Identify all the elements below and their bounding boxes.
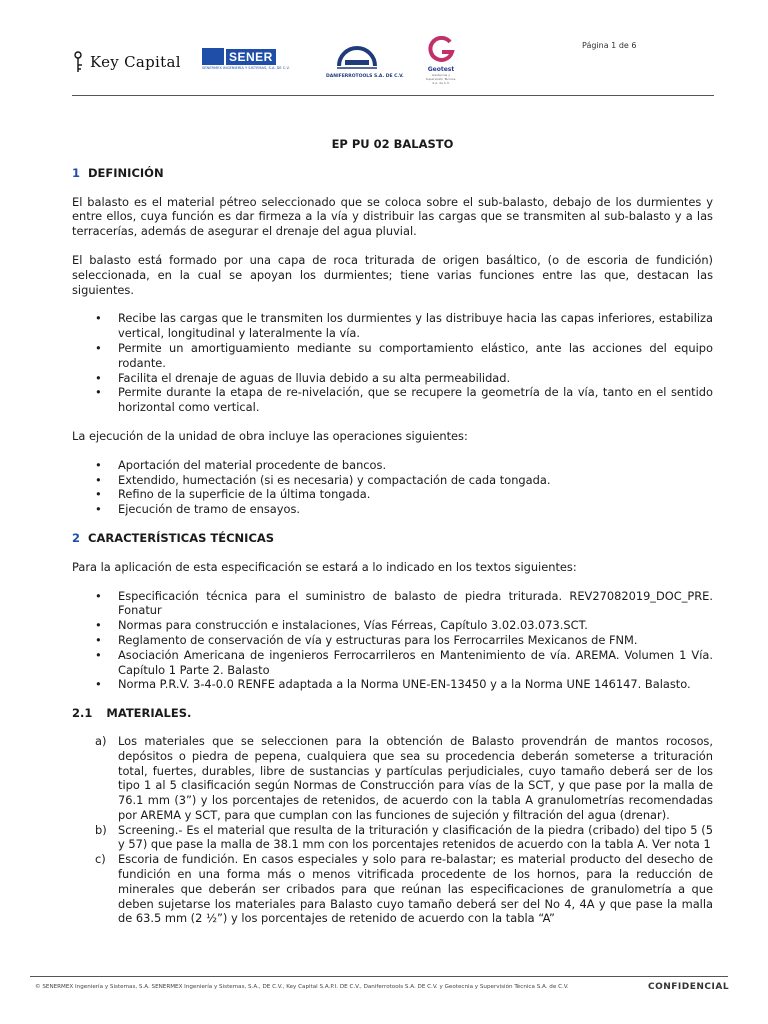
key-capital-logo (72, 48, 181, 76)
list-item: • Aportación del material procedente de bancos. (72, 458, 713, 473)
bullet-list (72, 589, 713, 693)
paragraph: Para la aplicación de esta especificación se estará a lo indicado en los textos siguientes: (72, 559, 577, 574)
geotest-subtitle: Geotecnia y Supervisión Técnica, S.A. de C.V. (425, 73, 457, 85)
bullet-list (72, 458, 713, 517)
geotest-wordmark: Geotest (427, 66, 455, 73)
geotest-g-icon (426, 36, 456, 62)
list-item (72, 734, 713, 823)
section-title: CARACTERÍSTICAS TÉCNICAS (88, 530, 275, 545)
confidential-label: CONFIDENCIAL (648, 982, 730, 992)
list-item (72, 823, 713, 853)
paragraph: El balasto es el material pétreo seleccionado que se coloca sobre el sub-balasto, debajo de los durmientes y entre ellos, cuya función es dar firmeza a la vía y distribuir las cargas que se transmiten al sub-balasto y a las terracerías, además de asegurar el drenaje del agua pluvial. (72, 194, 713, 239)
document-body (72, 137, 713, 926)
header-divider (72, 95, 714, 96)
daniferrotools-logo (326, 40, 404, 80)
subsection-heading (72, 706, 713, 721)
section-heading (72, 166, 713, 181)
list-item: • Refino de la superficie de la última tongada. (72, 487, 713, 502)
sener-logo (202, 48, 294, 76)
document-title: EP PU 02 BALASTO (331, 137, 454, 151)
key-icon (72, 51, 84, 73)
paragraph: El balasto está formado por una capa de roca triturada de origen basáltico, (o de escoria de fundición) seleccionada, en la cual se apoyan los durmientes; tiene varias funciones entre las que, destacan las siguientes. (72, 252, 713, 297)
item-text: Screening.- Es el material que resulta de la trituración y clasificación de la piedra (cribado) del tipo 5 (5 y 57) que pase la malla de 38.1 mm con los porcentajes retenidos de acuerdo con la tabla A. Ver nota 1 (118, 822, 713, 852)
item-text: Escoria de fundición. En casos especiales y solo para re-balastar; es material producto del desecho de fundición en una forma más o menos vitrificada procedente de los hornos, para la reducción de minerales que deberán ser cribados para que reúnan las especificaciones de granulometría a que deben sujetarse los materiales para Balasto cuyo tamaño deberá ser del No 4, 4A y que pase la malla de 63.5 mm (2 ½”) y los porcentajes de retenido de acuerdo con la tabla “A” (118, 852, 713, 926)
bullet-list (72, 311, 713, 415)
list-item: • Normas para construcción e instalaciones, Vías Férreas, Capítulo 3.02.03.073.SCT. (72, 618, 713, 633)
list-item: • Permite durante la etapa de re-nivelación, que se recupere la geometría de la vía, tanto en el sentido horizontal como vertical. (72, 385, 713, 415)
list-item (72, 852, 713, 926)
section-heading (72, 531, 713, 546)
list-item: • Asociación Americana de ingenieros Ferrocarrileros en Mantenimiento de vía. AREMA. Volumen 1 Vía. Capítulo 1 Parte 2. Balasto (72, 648, 713, 678)
list-item: • Ejecución de tramo de ensayos. (72, 502, 713, 517)
list-item: • Reglamento de conservación de vía y estructuras para los Ferrocarriles Mexicanos de FNM. (72, 633, 713, 648)
list-item: • Especificación técnica para el suministro de balasto de piedra triturada. REV27082019_DOC_PRE. Fonatur (72, 589, 713, 619)
sener-subtitle: SENERMEX INGENIERÍA Y SISTEMAS, S.A. DE C.V. (202, 66, 290, 70)
train-arc-icon (335, 40, 379, 70)
item-letter: b) (95, 822, 107, 837)
sener-wordmark: SENER (226, 49, 276, 65)
item-letter: a) (95, 733, 107, 748)
geotest-logo (424, 36, 458, 85)
footer-divider (30, 976, 728, 977)
subsection-number: 2.1 (72, 706, 93, 721)
list-item: • Extendido, humectación (si es necesaria) y compactación de cada tongada. (72, 473, 713, 488)
item-letter: c) (95, 852, 106, 867)
key-capital-wordmark: Key Capital (90, 53, 181, 71)
section-number: 1 (72, 165, 81, 180)
section-number: 2 (72, 530, 81, 545)
list-item: • Norma P.R.V. 3-4-0.0 RENFE adaptada a la Norma UNE-EN-13450 y a la Norma UNE 146147. Balasto. (72, 677, 713, 692)
footer-copyright: © SENERMEX Ingeniería y Sistemas, S.A. SENERMEX Ingeniería y Sistemas, S.A., DE C.V., Key Capital S.A.P.I. DE C.V., Daniferrotools S.A. DE C.V. y Geotecnia y Supervisión Técnica S.A. de C.V. (35, 984, 569, 990)
list-item: • Recibe las cargas que le transmiten los durmientes y las distribuye hacia las capas inferiores, estabiliza vertical, longitudinal y lateralmente la vía. (72, 311, 713, 341)
subsection-title: MATERIALES. (106, 706, 192, 721)
section-title: DEFINICIÓN (88, 165, 164, 180)
daniferrotools-wordmark: DANIFERROTOOLS S.A. DE C.V. (326, 74, 404, 79)
item-text: Los materiales que se seleccionen para la obtención de Balasto provendrán de mantos rocosos, depósitos o piedra de pepena, cualquiera que sea su procedencia deberán someterse a trituración total, fuertes, durables, libre de sustancias y partículas perjudiciales, cuyo tamaño deberá ser de los tipo 1 al 5 clasificación según Normas de Construcción para vías de la SCT, y que pase por la malla de 76.1 mm (3”) y los porcentajes de retenidos, de acuerdo con la tabla A granulometrías recomendadas por AREMA y SCT, para que cumplan con las funciones de sujeción y filtración del agua (drenar). (118, 733, 713, 822)
paragraph: La ejecución de la unidad de obra incluye las operaciones siguientes: (72, 428, 468, 443)
sener-mark-icon (202, 48, 224, 65)
list-item: • Permite un amortiguamiento mediante su comportamiento elástico, ante las acciones del equipo rodante. (72, 341, 713, 371)
page-number: Página 1 de 6 (582, 41, 637, 50)
lettered-list (72, 734, 713, 926)
list-item: • Facilita el drenaje de aguas de lluvia debido a su alta permeabilidad. (72, 371, 713, 386)
